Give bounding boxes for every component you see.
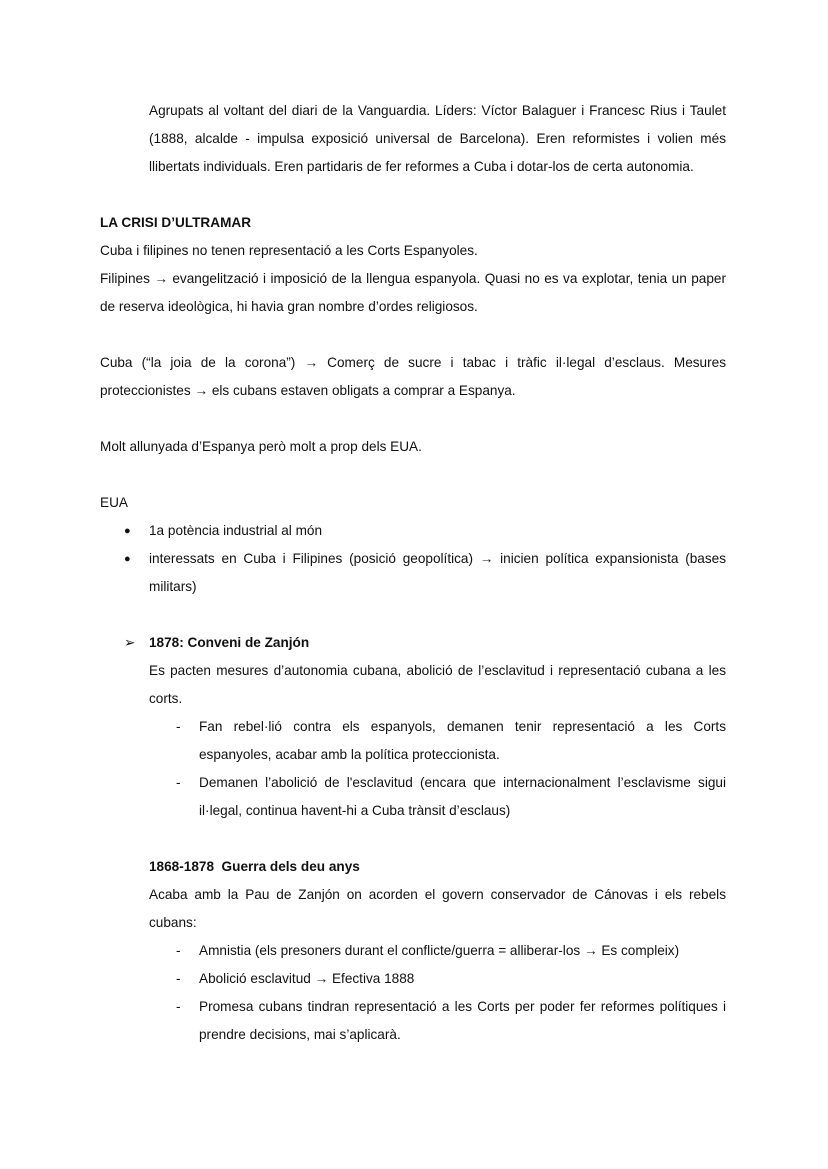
- zanjon-item-2-line-2: il·legal, continua havent-hi a Cuba trànsit d’esclaus): [199, 803, 511, 818]
- section-heading-crisi: LA CRISI D’ULTRAMAR: [100, 215, 252, 230]
- war-item-2: Abolició esclavitud → Efectiva 1888: [199, 971, 415, 986]
- war-line-2: cubans:: [149, 915, 197, 930]
- bullet-icon: ●: [124, 525, 131, 537]
- dash-icon: -: [176, 999, 181, 1014]
- zanjon-item-1-line-1: Fan rebel·lió contra els espanyols, demanen tenir representació a les Corts: [199, 719, 726, 734]
- distance-line: Molt allunyada d’Espanya però molt a prop dels EUA.: [100, 439, 422, 454]
- war-line-1: Acaba amb la Pau de Zanjón on acorden el govern conservador de Cánovas i els rebels: [149, 887, 726, 902]
- intro-line-1: Agrupats al voltant del diari de la Vanguardia. Líders: Víctor Balaguer i Francesc Rius i Taulet: [149, 103, 726, 118]
- dash-icon: -: [176, 943, 181, 958]
- dash-icon: -: [176, 971, 181, 986]
- war-item-3-line-2: prendre decisions, mai s’aplicarà.: [199, 1027, 401, 1042]
- eua-bullet-2-line-2: militars): [149, 579, 197, 594]
- zanjon-item-2-line-1: Demanen l’abolició de l'esclavitud (encara que internacionalment l’esclavisme sigui: [199, 775, 726, 790]
- eua-bullet-1: 1a potència industrial al món: [149, 523, 323, 538]
- war-heading: 1868-1878 Guerra dels deu anys: [149, 859, 360, 874]
- intro-line-3: llibertats individuals. Eren partidaris de fer reformes a Cuba i dotar-los de certa autonomia.: [149, 159, 694, 174]
- eua-bullet-2-line-1: interessats en Cuba i Filipines (posició geopolítica) → inicien política expansionista (bases: [149, 551, 726, 566]
- arrow-bullet-icon: ➢: [124, 635, 136, 650]
- eua-label: EUA: [100, 495, 128, 510]
- intro-line-2: (1888, alcalde - impulsa exposició universal de Barcelona). Eren reformistes i volien més: [149, 131, 726, 146]
- crisi-line-1: Cuba i filipines no tenen representació a les Corts Espanyoles.: [100, 243, 478, 258]
- zanjon-line-2: corts.: [149, 691, 183, 706]
- filipines-line-2: de reserva ideològica, hi havia gran nombre d’ordes religiosos.: [100, 299, 478, 314]
- zanjon-heading: 1878: Conveni de Zanjón: [149, 635, 310, 650]
- zanjon-item-1-line-2: espanyoles, acabar amb la política proteccionista.: [199, 747, 500, 762]
- cuba-line-2: proteccionistes → els cubans estaven obligats a comprar a Espanya.: [100, 383, 516, 398]
- zanjon-line-1: Es pacten mesures d’autonomia cubana, abolició de l’esclavitud i representació cubana a les: [149, 663, 726, 678]
- dash-icon: -: [176, 775, 181, 790]
- war-item-3-line-1: Promesa cubans tindran representació a les Corts per poder fer reformes polítiques i: [199, 999, 726, 1014]
- war-item-1: Amnistia (els presoners durant el conflicte/guerra = alliberar-los → Es compleix): [199, 943, 680, 958]
- bullet-icon: ●: [124, 553, 131, 565]
- filipines-line-1: Filipines → evangelització i imposició de la llengua espanyola. Quasi no es va explotar, tenia un paper: [100, 271, 726, 286]
- dash-icon: -: [176, 719, 181, 734]
- cuba-line-1: Cuba (“la joia de la corona”) → Comerç de sucre i tabac i tràfic il·legal d’esclaus. Mesures: [100, 355, 726, 370]
